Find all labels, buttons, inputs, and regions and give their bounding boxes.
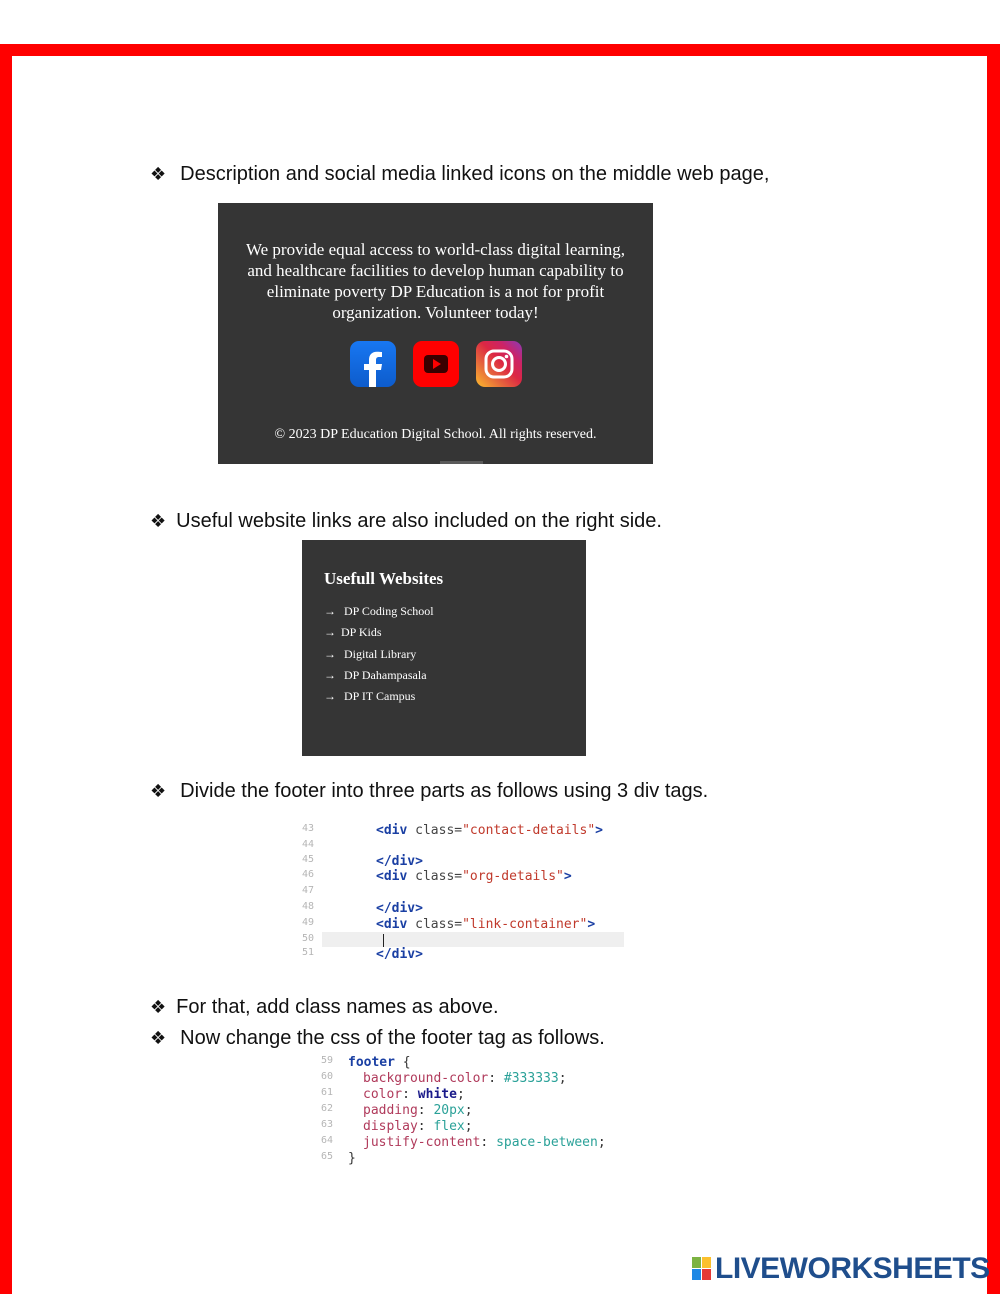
liveworksheets-logo-icon <box>692 1257 712 1281</box>
line-number: 59 <box>321 1055 334 1066</box>
bullet-change-css <box>150 1027 605 1050</box>
line-number: 62 <box>321 1103 334 1114</box>
line-number: 60 <box>321 1071 334 1082</box>
youtube-icon[interactable] <box>413 341 459 387</box>
bullet-diamond-icon: ❖ <box>150 781 167 801</box>
line-number: 50 <box>302 933 315 944</box>
arrow-right-icon: → <box>324 667 336 682</box>
bullet-diamond-icon: ❖ <box>150 1028 167 1048</box>
bullet-diamond-icon: ❖ <box>150 511 167 531</box>
bullet-divide-footer <box>150 780 708 803</box>
facebook-icon[interactable] <box>350 341 396 387</box>
bullet-diamond-icon: ❖ <box>150 997 167 1017</box>
line-number: 43 <box>302 823 315 834</box>
line-number: 61 <box>321 1087 334 1098</box>
arrow-right-icon: → <box>324 689 336 704</box>
useful-websites-image <box>302 540 586 756</box>
useful-websites-list <box>324 603 434 709</box>
line-number: 45 <box>302 854 315 865</box>
line-number: 49 <box>302 917 315 928</box>
list-item[interactable]: → DP IT Campus <box>324 689 416 704</box>
css-code-image: 59 footer { 60 background-color: #333333; 61 color: white; 62 padding: 20px; 63 display: flex; 64 justify-content: space-between; 65 } <box>318 1052 614 1170</box>
footer-copyright: © 2023 DP Education Digital School. All rights reserved. <box>274 427 597 442</box>
line-number: 44 <box>302 839 315 850</box>
bullet-description <box>150 163 769 186</box>
html-code-image: 43 <div class="contact-details"> 44 45 </div> 46 <div class="org-details"> 47 48 </div> 49 <div class="link-container"> 50 51 </div> <box>296 820 624 966</box>
liveworksheets-logo-text: LIVEWORKSHEETS <box>715 1252 990 1285</box>
text-cursor <box>383 934 384 947</box>
list-item[interactable]: → DP Dahampasala <box>324 667 427 682</box>
arrow-right-icon: → <box>324 625 336 640</box>
bullet-add-class-names <box>150 996 499 1019</box>
line-number: 47 <box>302 885 315 896</box>
line-number: 63 <box>321 1119 334 1130</box>
liveworksheets-logo[interactable] <box>692 1254 990 1284</box>
instagram-icon[interactable] <box>476 341 522 387</box>
arrow-right-icon: → <box>324 604 336 618</box>
footer-preview-image <box>218 203 653 464</box>
line-number: 46 <box>302 869 315 880</box>
list-item[interactable]: → DP Coding School <box>324 604 434 618</box>
line-number: 48 <box>302 901 315 912</box>
bullet-text: Now change the css of the footer tag as follows. <box>180 1027 605 1049</box>
social-icons-row <box>218 341 653 387</box>
bullet-diamond-icon: ❖ <box>150 164 167 184</box>
bullet-text: Description and social media linked icons on the middle web page, <box>180 163 770 185</box>
bullet-useful-links <box>150 510 662 533</box>
line-number: 51 <box>302 947 315 958</box>
bullet-text: Divide the footer into three parts as follows using 3 div tags. <box>180 780 709 802</box>
arrow-right-icon: → <box>324 646 336 661</box>
list-item[interactable]: → Digital Library <box>324 646 417 661</box>
line-number: 64 <box>321 1135 334 1146</box>
current-line-highlight <box>322 932 624 947</box>
scroll-indicator <box>440 461 483 464</box>
line-number: 65 <box>321 1151 334 1162</box>
list-item[interactable]: → DP Kids <box>324 625 382 640</box>
bullet-text: Useful website links are also included on the right side. <box>176 510 662 532</box>
bullet-text: For that, add class names as above. <box>176 996 499 1018</box>
footer-description: We provide equal access to world-class digital learning, and healthcare facilities to develop human capability to eliminate poverty DP Education is a not for profit organization. Volunteer today! <box>245 240 626 322</box>
useful-websites-title: Usefull Websites <box>324 569 444 588</box>
